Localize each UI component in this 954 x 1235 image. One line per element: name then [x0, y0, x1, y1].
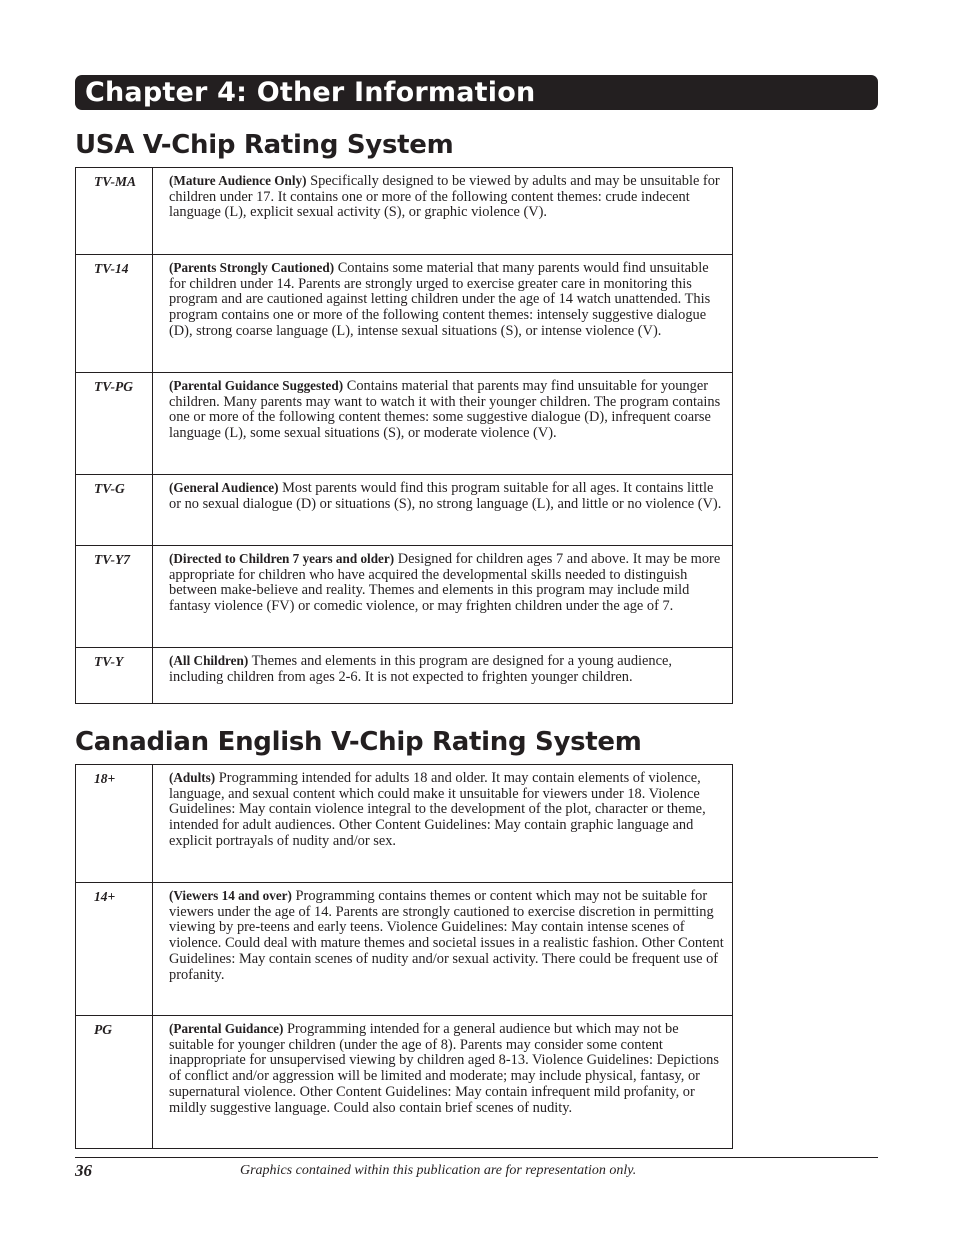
- chapter-title: Chapter 4: Other Information: [85, 77, 536, 108]
- rating-code: 14+: [76, 883, 153, 1016]
- rating-description: [153, 255, 733, 373]
- rating-description: [153, 546, 733, 648]
- rating-label: (Adults): [169, 770, 216, 785]
- rating-text: Most parents would find this program suitable for all ages. It contains little or no sexual dialogue (D) or situations (S), no strong language (L), and little or no violence (V).: [169, 480, 722, 512]
- rating-text: Designed for children ages 7 and above. It may be more appropriate for children who have acquired the developmental skills needed to distinguish between make-believe and reality. Themes and elements in this program may include mild fantasy violence (FV) or comedic violence, or may frighten children under the age of 7.: [169, 551, 721, 615]
- rating-code: TV-Y: [76, 648, 153, 704]
- rating-label: (Viewers 14 and over): [169, 888, 292, 903]
- rating-description: [153, 475, 733, 546]
- rating-text: Contains material that parents may find unsuitable for younger children. Many parents may want to watch it with their younger children. The program contains one or more of the following content themes: some suggestive dialogue (D), infrequent coarse language (L), some sexual situations (S), or moderate violence (V).: [169, 378, 721, 442]
- rating-label: (All Children): [169, 653, 249, 668]
- rating-description: [153, 1016, 733, 1149]
- chapter-header-bar: [75, 75, 878, 110]
- rating-description: [153, 373, 733, 475]
- table-row: [76, 168, 733, 255]
- table-row: [76, 883, 733, 1016]
- footer-divider: [75, 1157, 878, 1158]
- rating-code: TV-14: [76, 255, 153, 373]
- rating-description: [153, 765, 733, 883]
- rating-code: PG: [76, 1016, 153, 1149]
- rating-text: Themes and elements in this program are designed for a young audience, including children from ages 2-6. It is not expected to frighten younger children.: [169, 653, 672, 685]
- rating-text: Programming intended for adults 18 and older. It may contain elements of violence, language, and sexual content which could make it unsuitable for viewers under 18. Violence Guidelines: May contain violence integral to the development of the plot, character or theme, intended for adult audiences. Other Content Guidelines: May contain graphic language and explicit portrayals of nudity and/or sex.: [169, 770, 706, 849]
- rating-label: (Parental Guidance Suggested): [169, 378, 344, 393]
- table-row: [76, 373, 733, 475]
- rating-label: (Mature Audience Only): [169, 173, 307, 188]
- rating-description: [153, 168, 733, 255]
- table-row: [76, 546, 733, 648]
- table-row: [76, 255, 733, 373]
- rating-text: Contains some material that many parents would find unsuitable for children under 14. Parents are strongly urged to exercise greater care in monitoring this program and are cautioned against letting children under the age of 14 watch unattended. This program contains one or more of the following content themes: intensely suggestive dialogue (D), strong coarse language (L), intense sexual situations (S), or intense violence (V).: [169, 260, 711, 339]
- table-row: [76, 1016, 733, 1149]
- table-row: [76, 475, 733, 546]
- rating-code: TV-PG: [76, 373, 153, 475]
- table-row: [76, 765, 733, 883]
- rating-code: TV-G: [76, 475, 153, 546]
- rating-code: TV-Y7: [76, 546, 153, 648]
- rating-label: (Directed to Children 7 years and older): [169, 551, 395, 566]
- rating-code: 18+: [76, 765, 153, 883]
- footer-note: Graphics contained within this publication are for representation only.: [240, 1163, 637, 1178]
- canada-section-title: Canadian English V-Chip Rating System: [75, 727, 642, 757]
- canada-ratings-table: [75, 764, 733, 1149]
- rating-text: Programming contains themes or content which may not be suitable for viewers under the age of 14. Parents are strongly cautioned to exercise discretion in permitting viewing by pre-teens and early teens. Violence Guidelines: May contain intense scenes of violence. Could deal with mature themes and societal issues in a realistic fashion. Other Content Guidelines: May contain scenes of nudity and/or sexual activity. There could be frequent use of profanity.: [169, 888, 724, 983]
- rating-text: Specifically designed to be viewed by adults and may be unsuitable for children under 17. It contains one or more of the following content themes: crude indecent language (L), explicit sexual activity (S), or graphic violence (V).: [169, 173, 720, 221]
- page-number: 36: [75, 1161, 92, 1180]
- usa-section-title: USA V-Chip Rating System: [75, 130, 454, 160]
- rating-label: (Parental Guidance): [169, 1021, 284, 1036]
- rating-label: (General Audience): [169, 480, 279, 495]
- usa-ratings-table: [75, 167, 733, 704]
- table-row: [76, 648, 733, 704]
- rating-label: (Parents Strongly Cautioned): [169, 260, 335, 275]
- rating-code: TV-MA: [76, 168, 153, 255]
- rating-text: Programming intended for a general audience but which may not be suitable for younger children (under the age of 8). Parents may consider some content inappropriate for unsupervised viewing by children aged 8-13. Violence Guidelines: Depictions of conflict and/or aggression will be limited and moderate; may include physical, fantasy, or supernatural violence. Other Content Guidelines: May contain infrequent mild profanity, or mildly suggestive language. Could also contain brief scenes of nudity.: [169, 1021, 719, 1116]
- rating-description: [153, 883, 733, 1016]
- rating-description: [153, 648, 733, 704]
